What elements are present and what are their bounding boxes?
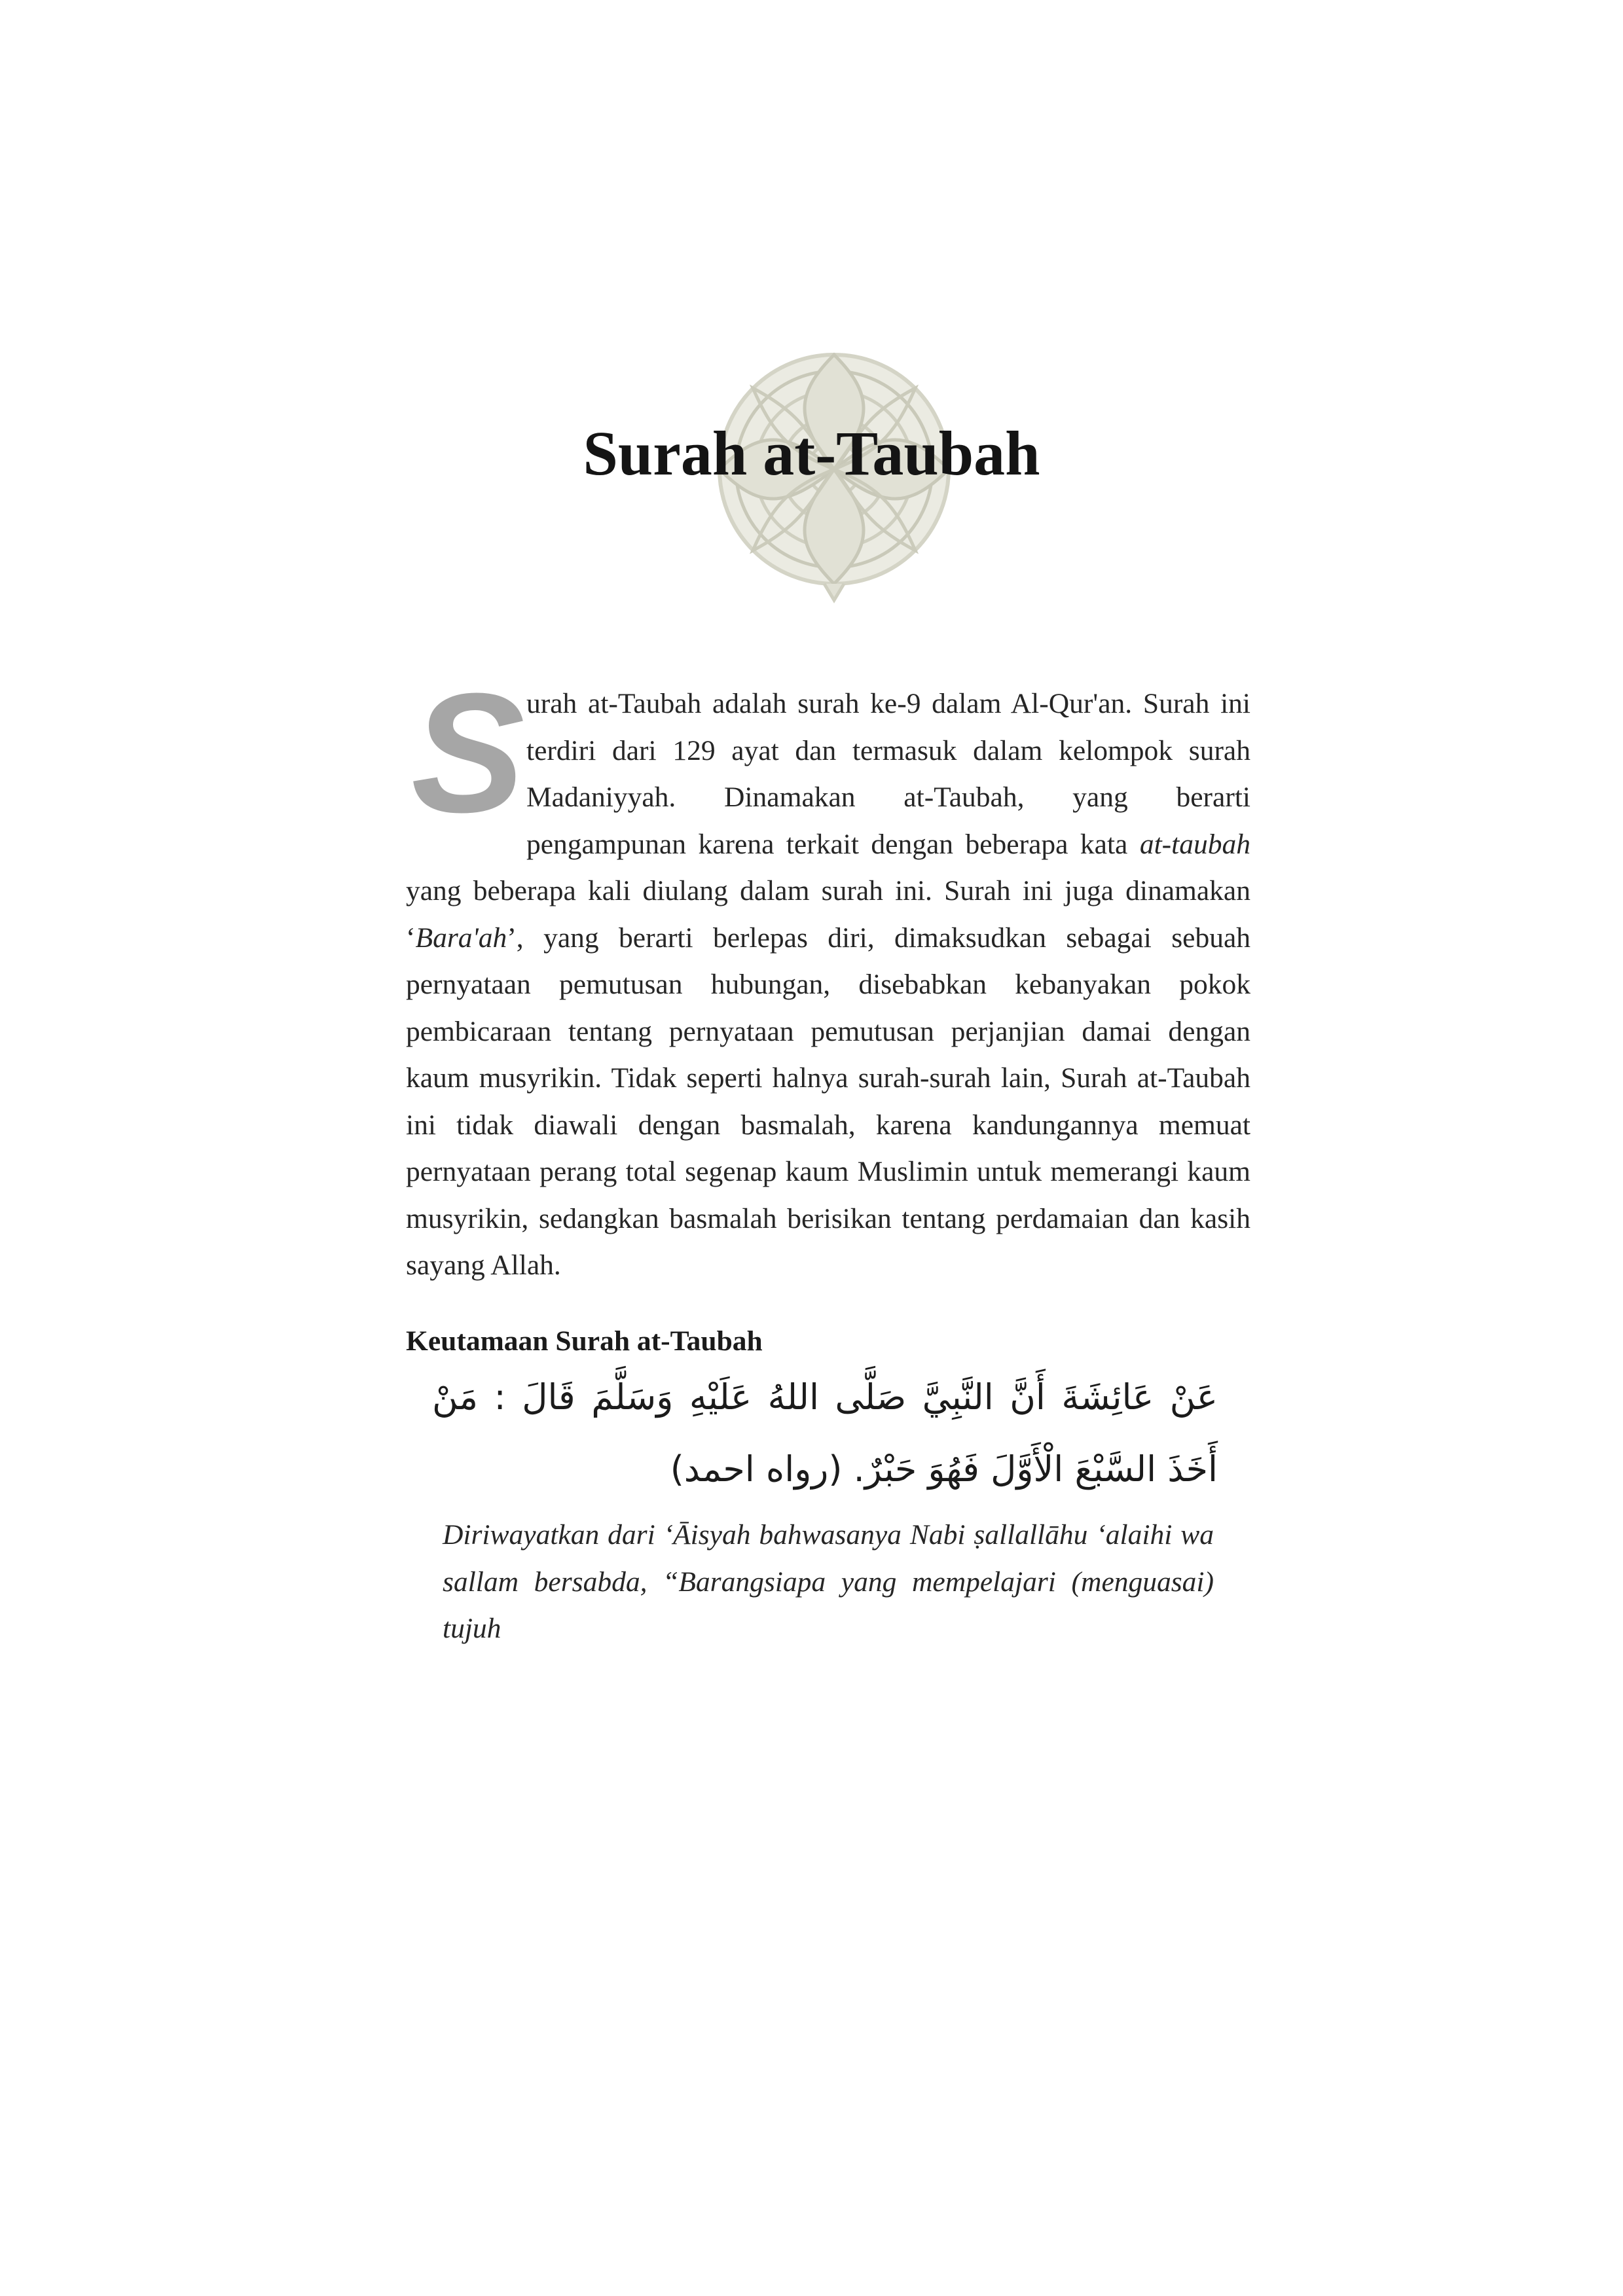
intro-text-part2: yang beberapa kali diulang dalam surah ini. Surah ini juga dinamakan ‘ (406, 875, 1250, 954)
term-baraah: Bara'ah (415, 922, 507, 954)
drop-cap (406, 687, 524, 825)
intro-text-part1: urah at-Taubah adalah surah ke-9 dalam Al-Qur'an. Surah ini terdiri dari 129 ayat dan termasuk dalam kelompok surah Madaniyyah. Dinamakan at-Taubah, yang berarti pengampunan karena terkait dengan beberapa kata (526, 688, 1250, 860)
term-at-taubah: at-taubah (1139, 828, 1250, 860)
hadith-translation: Diriwayatkan dari ‘Āisyah bahwasanya Nabi ṣallallāhu ‘alaihi wa sallam bersabda, “Barangsiapa yang mempelajari (menguasai) tujuh (443, 1519, 1214, 1644)
section-heading: Keutamaan Surah at-Taubah (406, 1325, 763, 1357)
intro-text-part3: ’, yang berarti berlepas diri, dimaksudkan sebagai sebuah pernyataan pemutusan hubungan, disebabkan kebanyakan pokok pembicaraan tentang pernyataan pemutusan perjanjian damai dengan kaum musyrikin. Tidak seperti halnya surah-surah lain, Surah at-Taubah ini tidak diawali dengan basmalah, karena kandungannya memuat pernyataan perang total segenap kaum Muslimin untuk memerangi kaum musyrikin, sedangkan basmalah berisikan tentang perdamaian dan kasih sayang Allah. (406, 922, 1250, 1281)
intro-paragraph (406, 681, 1250, 1289)
chapter-title: Surah at-Taubah (583, 418, 1040, 488)
drop-cap-letter: S (411, 687, 524, 825)
hadith-arabic: عَنْ عَائِشَةَ أَنَّ النَّبِيَّ صَلَّى اللهُ عَلَيْهِ وَسَلَّمَ قَالَ : مَنْ أَخَذَ السَّبْعَ الْأَوَّلَ فَهُوَ حَبْرٌ. (رواه احمد) (432, 1376, 1218, 1490)
